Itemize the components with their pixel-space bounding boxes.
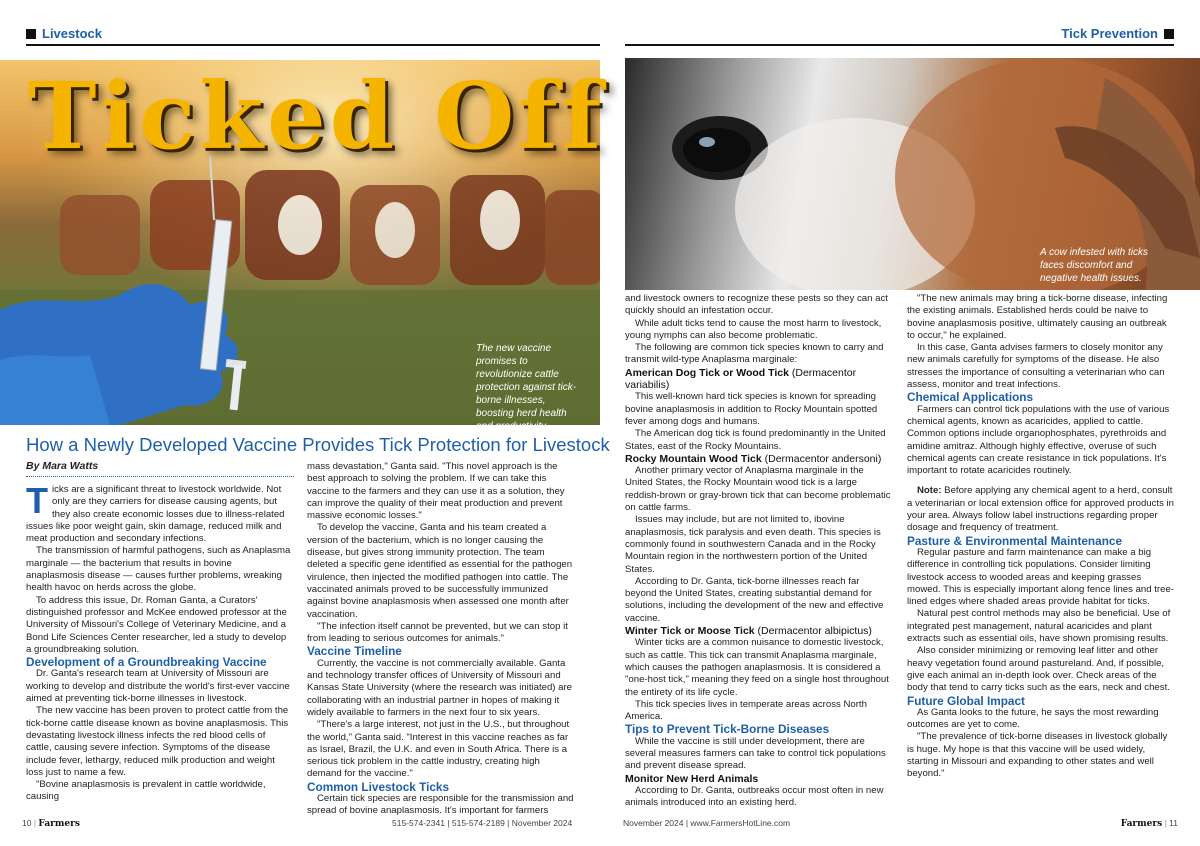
tick-species-heading bbox=[625, 367, 891, 392]
byline: By Mara Watts bbox=[26, 460, 99, 472]
article-subtitle: How a Newly Developed Vaccine Provides Tick Protection for Livestock bbox=[26, 434, 610, 455]
section-heading: Development of a Groundbreaking Vaccine bbox=[26, 655, 267, 670]
paragraph: Also consider minimizing or removing leaf litter and other heavy vegetation found around pastureland. And, if possible, give each animal an in-depth look over. Check areas of the body that tend to carry ticks such as the ears, neck and chest. bbox=[907, 645, 1170, 694]
footer-right: Farmers | 11 bbox=[1120, 818, 1178, 829]
paragraph: "There's a large interest, not just in the U.S., but throughout the world," Ganta said. "Interest in this vaccine reaches as far as Israel, Brazil, the U.K. and even in South Africa. There is a serious tick problem in the cattle industry, creating high demand for the vaccine." bbox=[307, 719, 570, 780]
paragraph: The new vaccine has been proven to protect cattle from the tick-borne cattle disease known as bovine anaplasmosis. This devastating livestock illness infects the red blood cells of cattle, causing severe infection. Symptoms of the disease include fever, lethargy, reduced milk production and weight loss just to name a few. bbox=[26, 705, 289, 778]
tick-species-heading bbox=[625, 453, 891, 465]
subsection-heading: Monitor New Herd Animals bbox=[625, 772, 759, 785]
section-heading: Chemical Applications bbox=[907, 390, 1034, 405]
footer-left-contact: 515-574-2341 | 515-574-2189 | November 2024 bbox=[392, 818, 573, 828]
square-bullet-icon bbox=[26, 29, 36, 39]
paragraph: "The new animals may bring a tick-borne disease, infecting the existing animals. Established herds could be naive to bovine anaplasmosis positive, ultimately causing an outbreak to occur," he explained. bbox=[907, 293, 1168, 341]
tick-scientific-name: (Dermacentor albipictus) bbox=[754, 625, 872, 638]
tick-common-name: Winter Tick or Moose Tick bbox=[625, 625, 755, 638]
paragraph: Another primary vector of Anaplasma marginale in the United States, the Rocky Mountain wood tick is a large reddish-brown or gray-brown tick that can become problematic on cattle farms. bbox=[625, 465, 891, 514]
page-number-left: 10 bbox=[22, 818, 32, 828]
paragraph: "Bovine anaplasmosis is prevalent in cattle worldwide, causing bbox=[26, 779, 266, 803]
right-photo-caption: A cow infested with ticks faces discomfort and negative health issues. bbox=[1040, 247, 1149, 284]
footer-right-date-url: November 2024 | www.FarmersHotLine.com bbox=[623, 818, 791, 828]
headline-title: Ticked Off bbox=[28, 62, 606, 170]
footer-left: 10 | Farmers bbox=[22, 818, 80, 829]
article-column-1 bbox=[26, 480, 292, 804]
section-heading: Tips to Prevent Tick-Borne Diseases bbox=[625, 722, 830, 737]
section-label-right bbox=[1061, 26, 1174, 41]
paragraph: While adult ticks tend to cause the most harm to livestock, young nymphs can also become problematic. bbox=[625, 317, 882, 341]
paragraph: mass devastation," Ganta said. "This novel approach is the best approach to solving the problem. If we can take this vaccine to the farmers and they can use it as a solution, they can improve the quality of their meat production and prevent massive economic losses." bbox=[307, 461, 565, 522]
paragraph: Winter ticks are a common nuisance to domestic livestock, such as cattle. This tick can transmit Anaplasma marginale, which causes the pathogen anaplasmosis. It is considered a "one-host tick," meaning they feed on a single host throughout the entirety of its life cycle. bbox=[625, 637, 889, 698]
header-rule-right bbox=[625, 44, 1174, 46]
paragraph: According to Dr. Ganta, tick-borne illnesses reach far beyond the United States, creating substantial demand for solutions, including the development of the new and effective vaccine. bbox=[625, 575, 884, 624]
farmers-logo-right: Farmers bbox=[1120, 819, 1163, 829]
paragraph: Natural pest control methods may also be beneficial. Use of integrated pest management, natural acaricides and plant extracts such as essential oils, have shown promising results. bbox=[907, 608, 1171, 645]
section-heading: Pasture & Environmental Maintenance bbox=[907, 533, 1123, 548]
paragraph: As Ganta looks to the future, he says the most rewarding outcomes are yet to come. bbox=[907, 706, 1159, 731]
tick-common-name: Rocky Mountain Wood Tick bbox=[625, 452, 762, 465]
drop-cap: T bbox=[26, 480, 48, 521]
page-number-right: 11 bbox=[1169, 818, 1178, 828]
tick-scientific-name: (Dermacentor andersoni) bbox=[761, 452, 882, 465]
paragraph: Dr. Ganta's research team at University of Missouri are working to develop and distribute the world's first-ever vaccine aimed at preventing tick-borne illnesses in livestock. bbox=[26, 668, 290, 705]
paragraph: "The prevalence of tick-borne diseases in livestock globally is huge. My hope is that this vaccine will be used widely, starting in Missouri and expanding to other states and well beyond." bbox=[907, 731, 1168, 780]
tick-species-heading bbox=[625, 625, 891, 637]
paragraph: To develop the vaccine, Ganta and his team created a version of the bacterium, which is no longer causing the disease, but gives strong immunity protection. The team deleted a specific gene identified as essential for the pathogen virulence, then injected the modified pathogen into cattle. The vaccinated animals proved to be successfully immunized against bovine anaplasmosis when assessed one month after vaccination. bbox=[307, 522, 573, 620]
tick-scientific-name: (Dermacentor variabilis) bbox=[625, 366, 857, 392]
note-label: Note: bbox=[917, 485, 942, 497]
paragraph: According to Dr. Ganta, outbreaks occur most often in new animals introduced into an existing herd. bbox=[625, 784, 884, 809]
section-heading: Future Global Impact bbox=[907, 693, 1025, 708]
paragraph: Certain tick species are responsible for the transmission and spread of bovine anaplasmosis. It's important for farmers bbox=[307, 793, 574, 817]
paragraph: The following are common tick species known to carry and transmit wild-type Anaplasma marginale: bbox=[625, 342, 884, 366]
section-heading: Common Livestock Ticks bbox=[307, 779, 450, 794]
paragraph: This tick species lives in temperate areas across North America. bbox=[625, 698, 867, 723]
paragraph: and livestock owners to recognize these pests so they can act quickly should an infestation occur. bbox=[625, 293, 888, 317]
section-label-left bbox=[26, 26, 102, 41]
article-column-3 bbox=[625, 293, 891, 809]
paragraph: While the vaccine is still under development, there are several measures farmers can take to control tick populations and prevent disease spread. bbox=[625, 735, 886, 772]
header-rule-left bbox=[26, 44, 600, 46]
paragraph: The transmission of harmful pathogens, such as Anaplasma marginale — the bacterium that results in bovine anaplasmosis disease — causes further problems, wreaking health havoc on herds across the globe. bbox=[26, 545, 291, 594]
section-heading: Vaccine Timeline bbox=[307, 644, 402, 659]
section-label-left-text: Livestock bbox=[42, 26, 102, 41]
paragraph: Farmers can control tick populations with the use of various chemical agents, known as acaricides, applied to cattle. Common options include organophosphates, pyrethroids and amidine amitraz. Although highly effective, overuse of such chemical agents can create resistance in tick populations. It's important to rotate acaricides routinely. bbox=[907, 403, 1170, 477]
paragraph: Issues may include, but are not limited to, ibovine anaplasmosis, tick paralysis and even death. This species is commonly found in southwestern Canada and in the Rocky Mountain region in the northwestern portion of the United States. bbox=[625, 514, 881, 575]
section-label-right-text: Tick Prevention bbox=[1061, 26, 1158, 41]
paragraph: Regular pasture and farm maintenance can make a big difference in controlling tick populations. Consider limiting livestock access to wooded areas and keeping grasses mowed. This is especially important along fence lines and tree-lined edges where shaded areas provide habitat for ticks. bbox=[907, 546, 1174, 608]
farmers-logo-left: Farmers bbox=[38, 819, 80, 829]
paragraph: This well-known hard tick species is known for spreading bovine anaplasmosis in addition to Rocky Mountain spotted fever among dogs and humans. bbox=[625, 391, 878, 427]
left-photo-caption: The new vaccine promises to revolutionize cattle protection against tick-borne illnesses, boosting herd health and productivity. bbox=[476, 343, 577, 432]
paragraph: In this case, Ganta advises farmers to closely monitor any new animals carefully for symptoms of the disease. He also stresses the importance of consulting a veterinarian who can assess, monitor and treat infections. bbox=[907, 342, 1165, 391]
paragraph: The American dog tick is found predominantly in the United States, east of the Rocky Mountains. bbox=[625, 428, 886, 452]
byline-rule bbox=[26, 476, 294, 477]
paragraph: Currently, the vaccine is not commercially available. Ganta and technology transfer offices of University of Missouri and Kansas State University (where the research was initiated) are collaborating with an industrial partner in hopes of making it widely available to farmers in the next four to six years. bbox=[307, 657, 573, 718]
article-column-4 bbox=[907, 293, 1174, 781]
article-column-2 bbox=[307, 461, 575, 818]
paragraph: "The infection itself cannot be prevented, but we can stop it from leading to serious outcomes for animals." bbox=[307, 620, 568, 645]
note-paragraph bbox=[907, 485, 1174, 534]
tick-common-name: American Dog Tick or Wood Tick bbox=[625, 366, 789, 379]
note-text: Before applying any chemical agent to a herd, consult a veterinarian or local extension office for approved products in your area. Always follow label instructions regarding proper dosage and frequency of treatment. bbox=[907, 485, 1175, 534]
paragraph: icks are a significant threat to livestock worldwide. Not only are they carriers for disease causing agents, but they also create economic losses due to illness-related issues like poor weight gain, skin damage, reduced milk and meat production and secondary infections. bbox=[26, 484, 285, 545]
square-bullet-icon bbox=[1164, 29, 1174, 39]
paragraph: To address this issue, Dr. Roman Ganta, a Curators' distinguished professor and McKee endowed professor at the University of Missouri's College of Veterinary Medicine, and a Bond Life Sciences Center researcher, led a study to develop a groundbreaking solution. bbox=[26, 594, 287, 655]
